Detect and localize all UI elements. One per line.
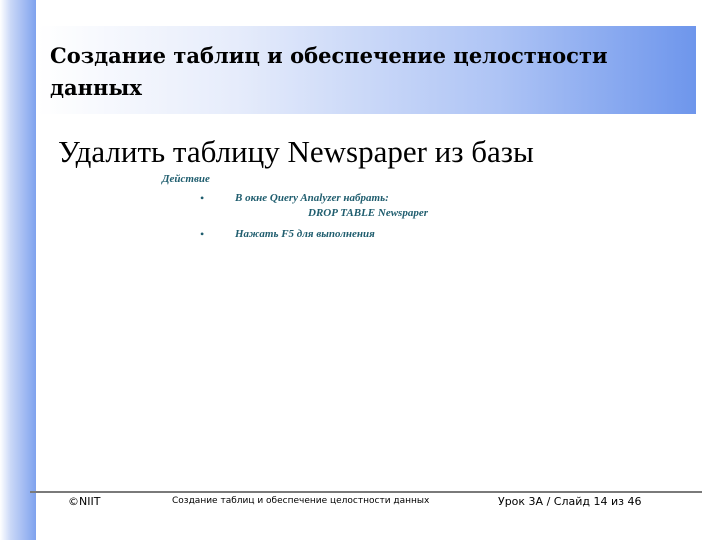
footer-divider	[30, 491, 702, 493]
bullet-marker: •	[200, 191, 205, 205]
slide-subtitle: Удалить таблицу Newspaper из базы	[58, 134, 534, 169]
slide-title: Создание таблиц и обеспечение целостности данных	[50, 43, 608, 100]
footer-course-title: Создание таблиц и обеспечение целостности данных	[172, 496, 430, 506]
footer-copyright: ©NIIT	[68, 495, 101, 508]
left-gradient-bar	[0, 0, 36, 540]
action-label: Действие	[162, 173, 210, 185]
bullet-item: Нажать F5 для выполнения	[235, 228, 375, 240]
sql-command: DROP TABLE Newspaper	[308, 207, 428, 219]
footer-slide-number: Урок 3A / Слайд 14 из 46	[498, 495, 642, 508]
bullet-item: В окне Query Analyzer набрать:	[235, 192, 389, 204]
bullet-marker: •	[200, 227, 205, 241]
